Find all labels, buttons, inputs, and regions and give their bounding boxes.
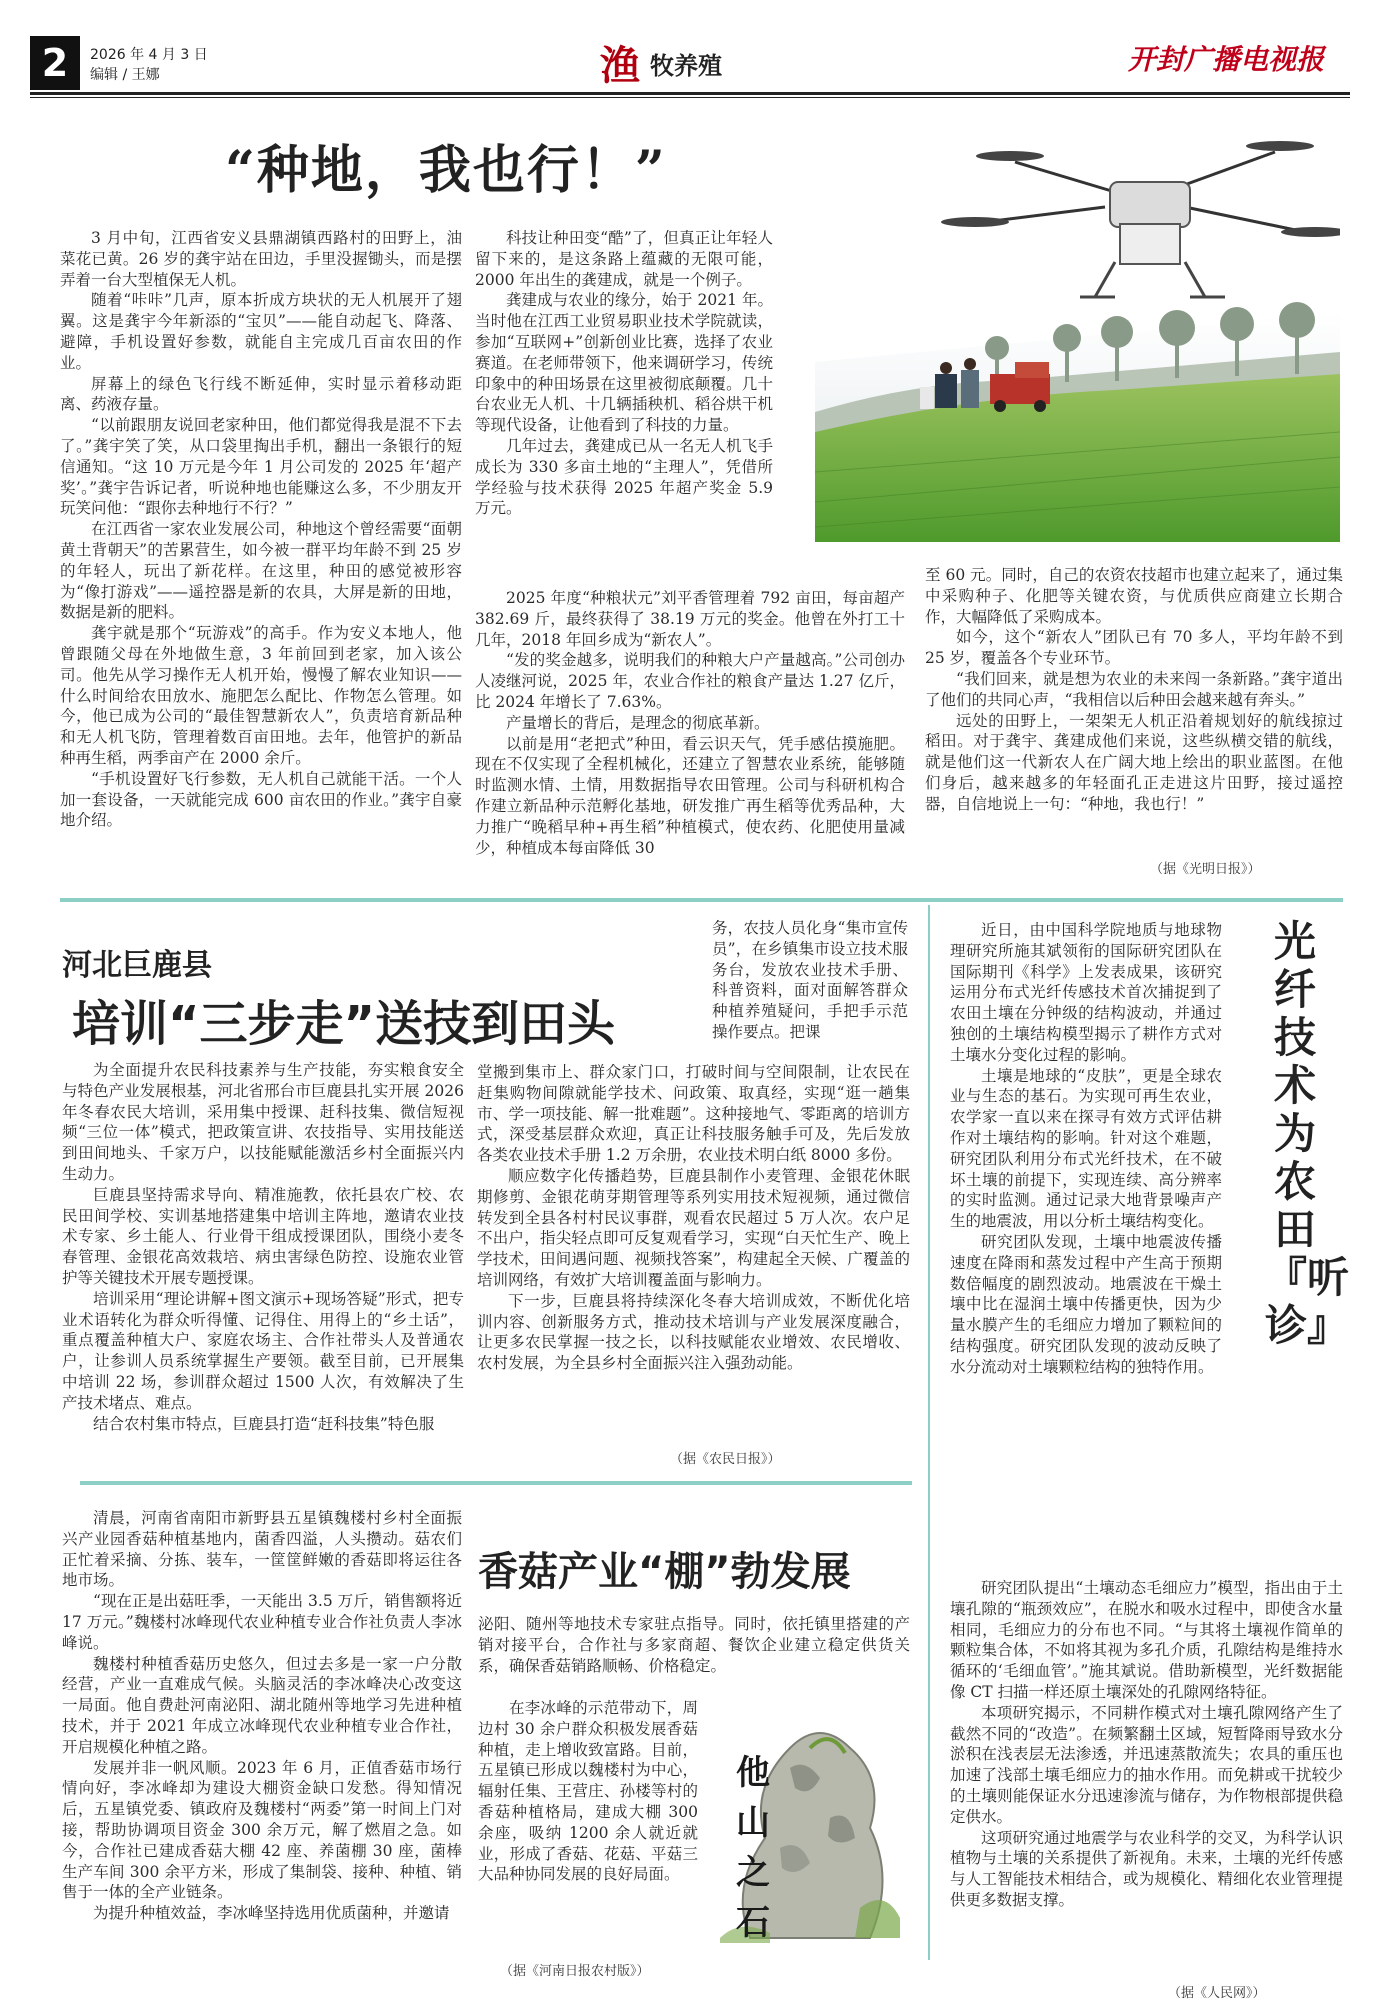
- paragraph: 3 月中旬，江西省安义县鼎湖镇西路村的田野上，油菜花已黄。26 岁的龚宇站在田边，手里没握锄头，而是摆弄着一台大型植保无人机。: [60, 229, 462, 289]
- header-rule: [30, 92, 1350, 95]
- article2-column-2: [477, 1062, 910, 1374]
- section-title-rest: 牧养殖: [650, 51, 722, 80]
- article3-title: [1265, 917, 1350, 1350]
- paragraph: “现在正是出菇旺季，一天能出 3.5 万斤，销售额将近 17 万元。”魏楼村冰峰现代农业种植专业合作社负责人李冰峰说。: [62, 1592, 462, 1652]
- section-title-first-char: 渔: [600, 42, 640, 89]
- paragraph: “以前跟朋友说回老家种田，他们都觉得我是混不下去了。”龚宇笑了笑，从口袋里掏出手机，翻出一条银行的短信通知。“这 10 万元是今年 1 月公司发的 2025 年‘超产奖’。”龚宇告诉记者，听说种地也能赚这么多，不少朋友开玩笑问他：“跟你去种地行不行？”: [60, 416, 462, 518]
- page-number: 2: [30, 36, 80, 90]
- paragraph: 务，农技人员化身“集市宣传员”，在乡镇集市设立技术服务台，发放农业技术手册、科普资料，面对面解答群众种植养殖疑问，手把手示范操作要点。把课: [712, 919, 908, 1041]
- paragraph: 堂搬到集市上、群众家门口，打破时间与空间限制，让农民在赶集购物间隙就能学技术、问政策、取真经，实现“逛一趟集市、学一项技能、解一批难题”。这种接地气、零距离的培训方式，深受基层群众欢迎，真正让科技服务触手可及，先后发放各类农业技术手册 1.2 万余册，农业技术明白纸 8000 多份。: [477, 1063, 910, 1165]
- paragraph: 在江西省一家农业发展公司，种地这个曾经需要“面朝黄土背朝天”的苦累营生，如今被一群平均年龄不到 25 岁的年轻人，玩出了新花样。在这里，种田的感觉被形容为“像打游戏”——遥控器是新的农具，大屏是新的田地，数据是新的肥料。: [60, 520, 462, 622]
- article1-column-3: [925, 565, 1343, 815]
- paragraph: 研究团队发现，土壤中地震波传播速度在降雨和蒸发过程中产生高于预期数倍幅度的剧烈波动。地震波在干燥土壤中比在湿润土壤中传播更快，因为少量水膜产生的毛细应力增加了颗粒间的结构强度。研究团队发现的波动反映了水分流动对土壤颗粒结构的独特作用。: [950, 1232, 1222, 1376]
- paragraph: 几年过去，龚建成已从一名无人机飞手成长为 330 多亩土地的“主理人”，凭借所学经验与技术获得 2025 年超产奖金 5.9 万元。: [475, 436, 773, 518]
- paragraph: 泌阳、随州等地技术专家驻点指导。同时，依托镇里搭建的产销对接平台，合作社与多家商超、餐饮企业建立稳定供货关系，确保香菇销路顺畅、价格稳定。: [478, 1615, 910, 1675]
- article4-column-1: [62, 1508, 462, 1924]
- article2-column-2-top: [712, 918, 908, 1043]
- paragraph: 土壤是地球的“皮肤”，更是全球农业与生态的基石。为实现可再生农业，农学家一直以来在探寻有效方式评估耕作对土壤结构的影响。针对这个难题，研究团队利用分布式光纤技术，在不破坏土壤的前提下，实现连续、高分辨率的实时监测。通过记录大地背景噪声产生的地震波，用以分析土壤结构变化。: [950, 1066, 1222, 1231]
- section-divider: [80, 1481, 912, 1485]
- issue-date: 2026 年 4 月 3 日: [90, 47, 208, 63]
- paragraph: 为提升种植效益，李冰峰坚持选用优质菌种，并邀请: [93, 1904, 450, 1923]
- article4-column-2b: [478, 1698, 698, 1885]
- paragraph: 魏楼村种植香菇历史悠久，但过去多是一家一户分散经营，产业一直难成气候。头脑灵活的李冰峰决心改变这一局面。他自费赴河南泌阳、湖北随州等地学习先进种植技术，并于 2021 年成立冰峰现代农业种植专业合作社，开启规模化种植之路。: [62, 1654, 462, 1756]
- paragraph: 远处的田野上，一架架无人机正沿着规划好的航线掠过稻田。对于龚宇、龚建成他们来说，这些纵横交错的航线，就是他们这一代新农人在广阔大地上绘出的职业蓝图。在他们身后，越来越多的年轻面孔正走进这片田野，接过遥控器，自信地说上一句：“种地，我也行！”: [925, 711, 1343, 813]
- section-divider: [60, 898, 1343, 902]
- paragraph: 顺应数字化传播趋势，巨鹿县制作小麦管理、金银花休眠期修剪、金银花萌芽期管理等系列实用技术短视频，通过微信转发到全县各村村民议事群，观看农民超过 5 万人次。农户足不出户，指尖轻点即可反复观看学习，实现“白天忙生产、晚上学技术，田间遇问题、视频找答案”，构建起全天候、广覆盖的培训网络，有效扩大培训覆盖面与影响力。: [477, 1166, 910, 1289]
- paragraph: 2025 年度“种粮状元”刘平香管理着 792 亩田，每亩超产 382.69 斤，最终获得了 38.19 万元的奖金。他曾在外打工十几年，2018 年回乡成为“新农人”。: [475, 589, 905, 649]
- article3-column-1: [950, 920, 1222, 1378]
- paragraph: 巨鹿县坚持需求导向、精准施教，依托县农广校、农民田间学校、实训基地搭建集中培训主阵地，邀请农业技术专家、乡土能人、行业骨干组成授课团队，围绕小麦冬春管理、金银花高效栽培、病虫害绿色防控、设施农业管护等关键技术开展专题授课。: [62, 1185, 464, 1287]
- paragraph: 如今，这个“新农人”团队已有 70 多人，平均年龄不到 25 岁，覆盖各个专业环节。: [925, 628, 1343, 668]
- paragraph: 发展并非一帆风顺。2023 年 6 月，正值香菇市场行情向好，李冰峰却为建设大棚资金缺口发愁。得知情况后，五星镇党委、镇政府及魏楼村“两委”第一时间上门对接，帮助协调项目资金 300 余万元，解了燃眉之急。如今，合作社已建成香菇大棚 42 座、养菌棚 30 座，菌棒生产车间 300 余平方米，形成了集制袋、接种、种植、销售于一体的全产业链条。: [62, 1758, 462, 1902]
- header-rule-thin: [30, 97, 1350, 98]
- paragraph: 至 60 元。同时，自己的农资农技超市也建立起来了，通过集中采购种子、化肥等关键农资，与优质供应商建立长期合作，大幅降低了采购成本。: [925, 566, 1343, 626]
- article3-title-text: 光纤技术为农田『听诊』: [1265, 917, 1350, 1350]
- paragraph: 在李冰峰的示范带动下，周边村 30 余户群众积极发展香菇种植，走上增收致富路。目前，五星镇已形成以魏楼村为中心，辐射任集、王营庄、孙楼等村的香菇种植格局，建成大棚 300 余座，吸纳 1200 余人就近就业，形成了香菇、花菇、平菇三大品种协同发展的良好局面。: [478, 1699, 698, 1884]
- paragraph: 本项研究揭示，不同耕作模式对土壤孔隙网络产生了截然不同的“改造”。在频繁翻土区域，短暂降雨导致水分淤积在浅表层无法渗透，并迅速蒸散流失；农具的重压也加速了浅部土壤毛细应力的抽水作用。而免耕或干扰较少的土壤则能保证水分迅速渗流与储存，为作物根部提供稳定供水。: [950, 1703, 1343, 1826]
- paragraph: 下一步，巨鹿县将持续深化冬春大培训成效，不断优化培训内容、创新服务方式，推动技术培训与产业发展深度融合，让更多农民掌握一技之长，以科技赋能农业增效、农民增收、农村发展，为全县乡村全面振兴注入强劲动能。: [477, 1291, 910, 1373]
- article2-source: （据《农民日报》）: [670, 1452, 781, 1467]
- paragraph: 屏幕上的绿色飞行线不断延伸，实时显示着移动距离、药液存量。: [60, 374, 462, 414]
- article2-kicker: 河北巨鹿县: [62, 948, 212, 983]
- drone-over-wheat-field-photo: [815, 112, 1340, 542]
- paragraph: 随着“咔咔”几声，原本折成方块状的无人机展开了翅翼。这是龚宇今年新添的“宝贝”——能自动起飞、降落、避障，手机设置好参数，就能自主完成几百亩农田的作业。: [60, 291, 462, 372]
- article3-column-2: [950, 1578, 1343, 1911]
- article4-title: 香菇产业“棚”勃发展: [478, 1549, 851, 1595]
- paragraph: 产量增长的背后，是理念的彻底革新。: [506, 713, 770, 732]
- article1-column-1: [60, 228, 462, 831]
- paragraph: “我们回来，就是想为农业的未来闯一条新路。”龚宇道出了他们的共同心声，“我相信以后种田会越来越有奔头。”: [925, 669, 1343, 709]
- article1-column-2: [475, 228, 773, 519]
- paragraph: 研究团队提出“土壤动态毛细应力”模型，指出由于土壤孔隙的“瓶颈效应”，在脱水和吸水过程中，即使含水量相同，毛细应力的分布也不同。“与其将土壤视作简单的颗粒集合体，不如将其视为多孔介质，孔隙结构是维持水循环的‘毛细血管’。”施其斌说。借助新模型，光纤数据能像 CT 扫描一样还原土壤深处的孔隙网络特征。: [950, 1579, 1343, 1701]
- article3-source: （据《人民网》）: [1168, 1986, 1266, 2001]
- paragraph: 培训采用“理论讲解+图文演示+现场答疑”形式，把专业术语转化为群众听得懂、记得住、用得上的“乡土话”，重点覆盖种植大户、家庭农场主、合作社带头人及普通农户，让参训人员系统掌握生产要领。截至目前，已开展集中培训 22 场，参训群众超过 1500 人次，有效解决了生产技术堵点、难点。: [62, 1289, 464, 1412]
- paragraph: “手机设置好飞行参数，无人机自己就能干活。一个人加一套设备，一天就能完成 600 亩农田的作业。”龚宇自豪地介绍。: [60, 769, 462, 830]
- article4-column-2a: [478, 1614, 910, 1676]
- paragraph: “发的奖金越多，说明我们的种粮大户产量越高。”公司创办人凌继河说，2025 年，农业合作社的粮食产量达 1.27 亿斤，比 2024 年增长了 7.63%。: [475, 651, 905, 711]
- paragraph: 为全面提升农民科技素养与生产技能，夯实粮食安全与特色产业发展根基，河北省邢台市巨鹿县扎实开展 2026 年冬春农民大培训，采用集中授课、赶科技集、微信短视频“三位一体”模式，把政策宣讲、农技指导、实用技能送到田间地头、千家万户，以技能赋能激活乡村全面振兴内生动力。: [62, 1061, 464, 1183]
- paragraph: 结合农村集市特点，巨鹿县打造“赶科技集”特色服: [93, 1414, 435, 1433]
- article2-column-1: [62, 1060, 464, 1434]
- paragraph: 以前是用“老把式”种田，看云识天气，凭手感估摸施肥。现在不仅实现了全程机械化，还建立了智慧农业系统，能够随时监测水情、土情，用数据指导农田管理。公司与科研机构合作建立新品种示范孵化基地，研发推广再生稻等优秀品种，大力推广“晚稻早种+再生稻”种植模式，使农药、化肥使用量减少，种植成本每亩降低 30: [475, 734, 905, 857]
- paragraph: 近日，由中国科学院地质与地球物理研究所施其斌领衔的国际研究团队在国际期刊《科学》上发表成果，该研究运用分布式光纤传感技术首次捕捉到了农田土壤在分钟级的结构波动，并通过独创的土壤结构模型揭示了耕作方式对土壤水分变化过程的影响。: [950, 921, 1222, 1064]
- paragraph: 龚宇就是那个“玩游戏”的高手。作为安义本地人，他曾跟随父母在外地做生意，3 年前回到老家，加入该公司。他先从学习操作无人机开始，慢慢了解农业知识——什么时间给农田放水、施肥怎么配比、作物怎么管理。如今，他已成为公司的“最佳智慧新农人”，负责培育新品种和无人机飞防，管理着数百亩田地。去年，他管护的新品种再生稻，两季亩产在 2000 余斤。: [60, 624, 462, 767]
- article2-title: 培训“三步走”送技到田头: [72, 996, 616, 1052]
- editor-credit: 编辑 / 王娜: [90, 67, 160, 83]
- article1-source: （据《光明日报》）: [1150, 862, 1261, 877]
- newspaper-masthead: 开封广播电视报: [1128, 43, 1325, 76]
- column-logo-label: 他山之石: [736, 1753, 770, 1943]
- paragraph: 清晨，河南省南阳市新野县五星镇魏楼村乡村全面振兴产业园香菇种植基地内，菌香四溢，人头攒动。菇农们正忙着采摘、分拣、装车，一筐筐鲜嫩的香菇即将运往各地市场。: [62, 1509, 462, 1590]
- paragraph: 科技让种田变“酷”了，但真正让年轻人留下来的，是这条路上蕴藏的无限可能，2000 年出生的龚建成，就是一个例子。: [475, 229, 773, 289]
- column-rule: [928, 905, 930, 1960]
- column-logo-text: [730, 1748, 776, 1948]
- paragraph: 龚建成与农业的缘分，始于 2021 年。当时他在江西工业贸易职业技术学院就读，参加“互联网+”创新创业比赛，选择了农业赛道。在老师带领下，他来调研学习，传统印象中的种田场景在这里被彻底颠覆。几十台农业无人机、十几辆插秧机、稻谷烘干机等现代设备，让他看到了科技的力量。: [475, 291, 773, 435]
- article4-source: （据《河南日报农村版》）: [500, 1964, 650, 1979]
- article1-column-2-lower: [475, 588, 905, 858]
- paragraph: 这项研究通过地震学与农业科学的交叉，为科学认识植物与土壤的关系提供了新视角。未来，土壤的光纤传感与人工智能技术相结合，或为规模化、精细化农业管理提供更多数据支撑。: [950, 1828, 1343, 1909]
- article1-title: “种地，我也行！”: [225, 140, 667, 201]
